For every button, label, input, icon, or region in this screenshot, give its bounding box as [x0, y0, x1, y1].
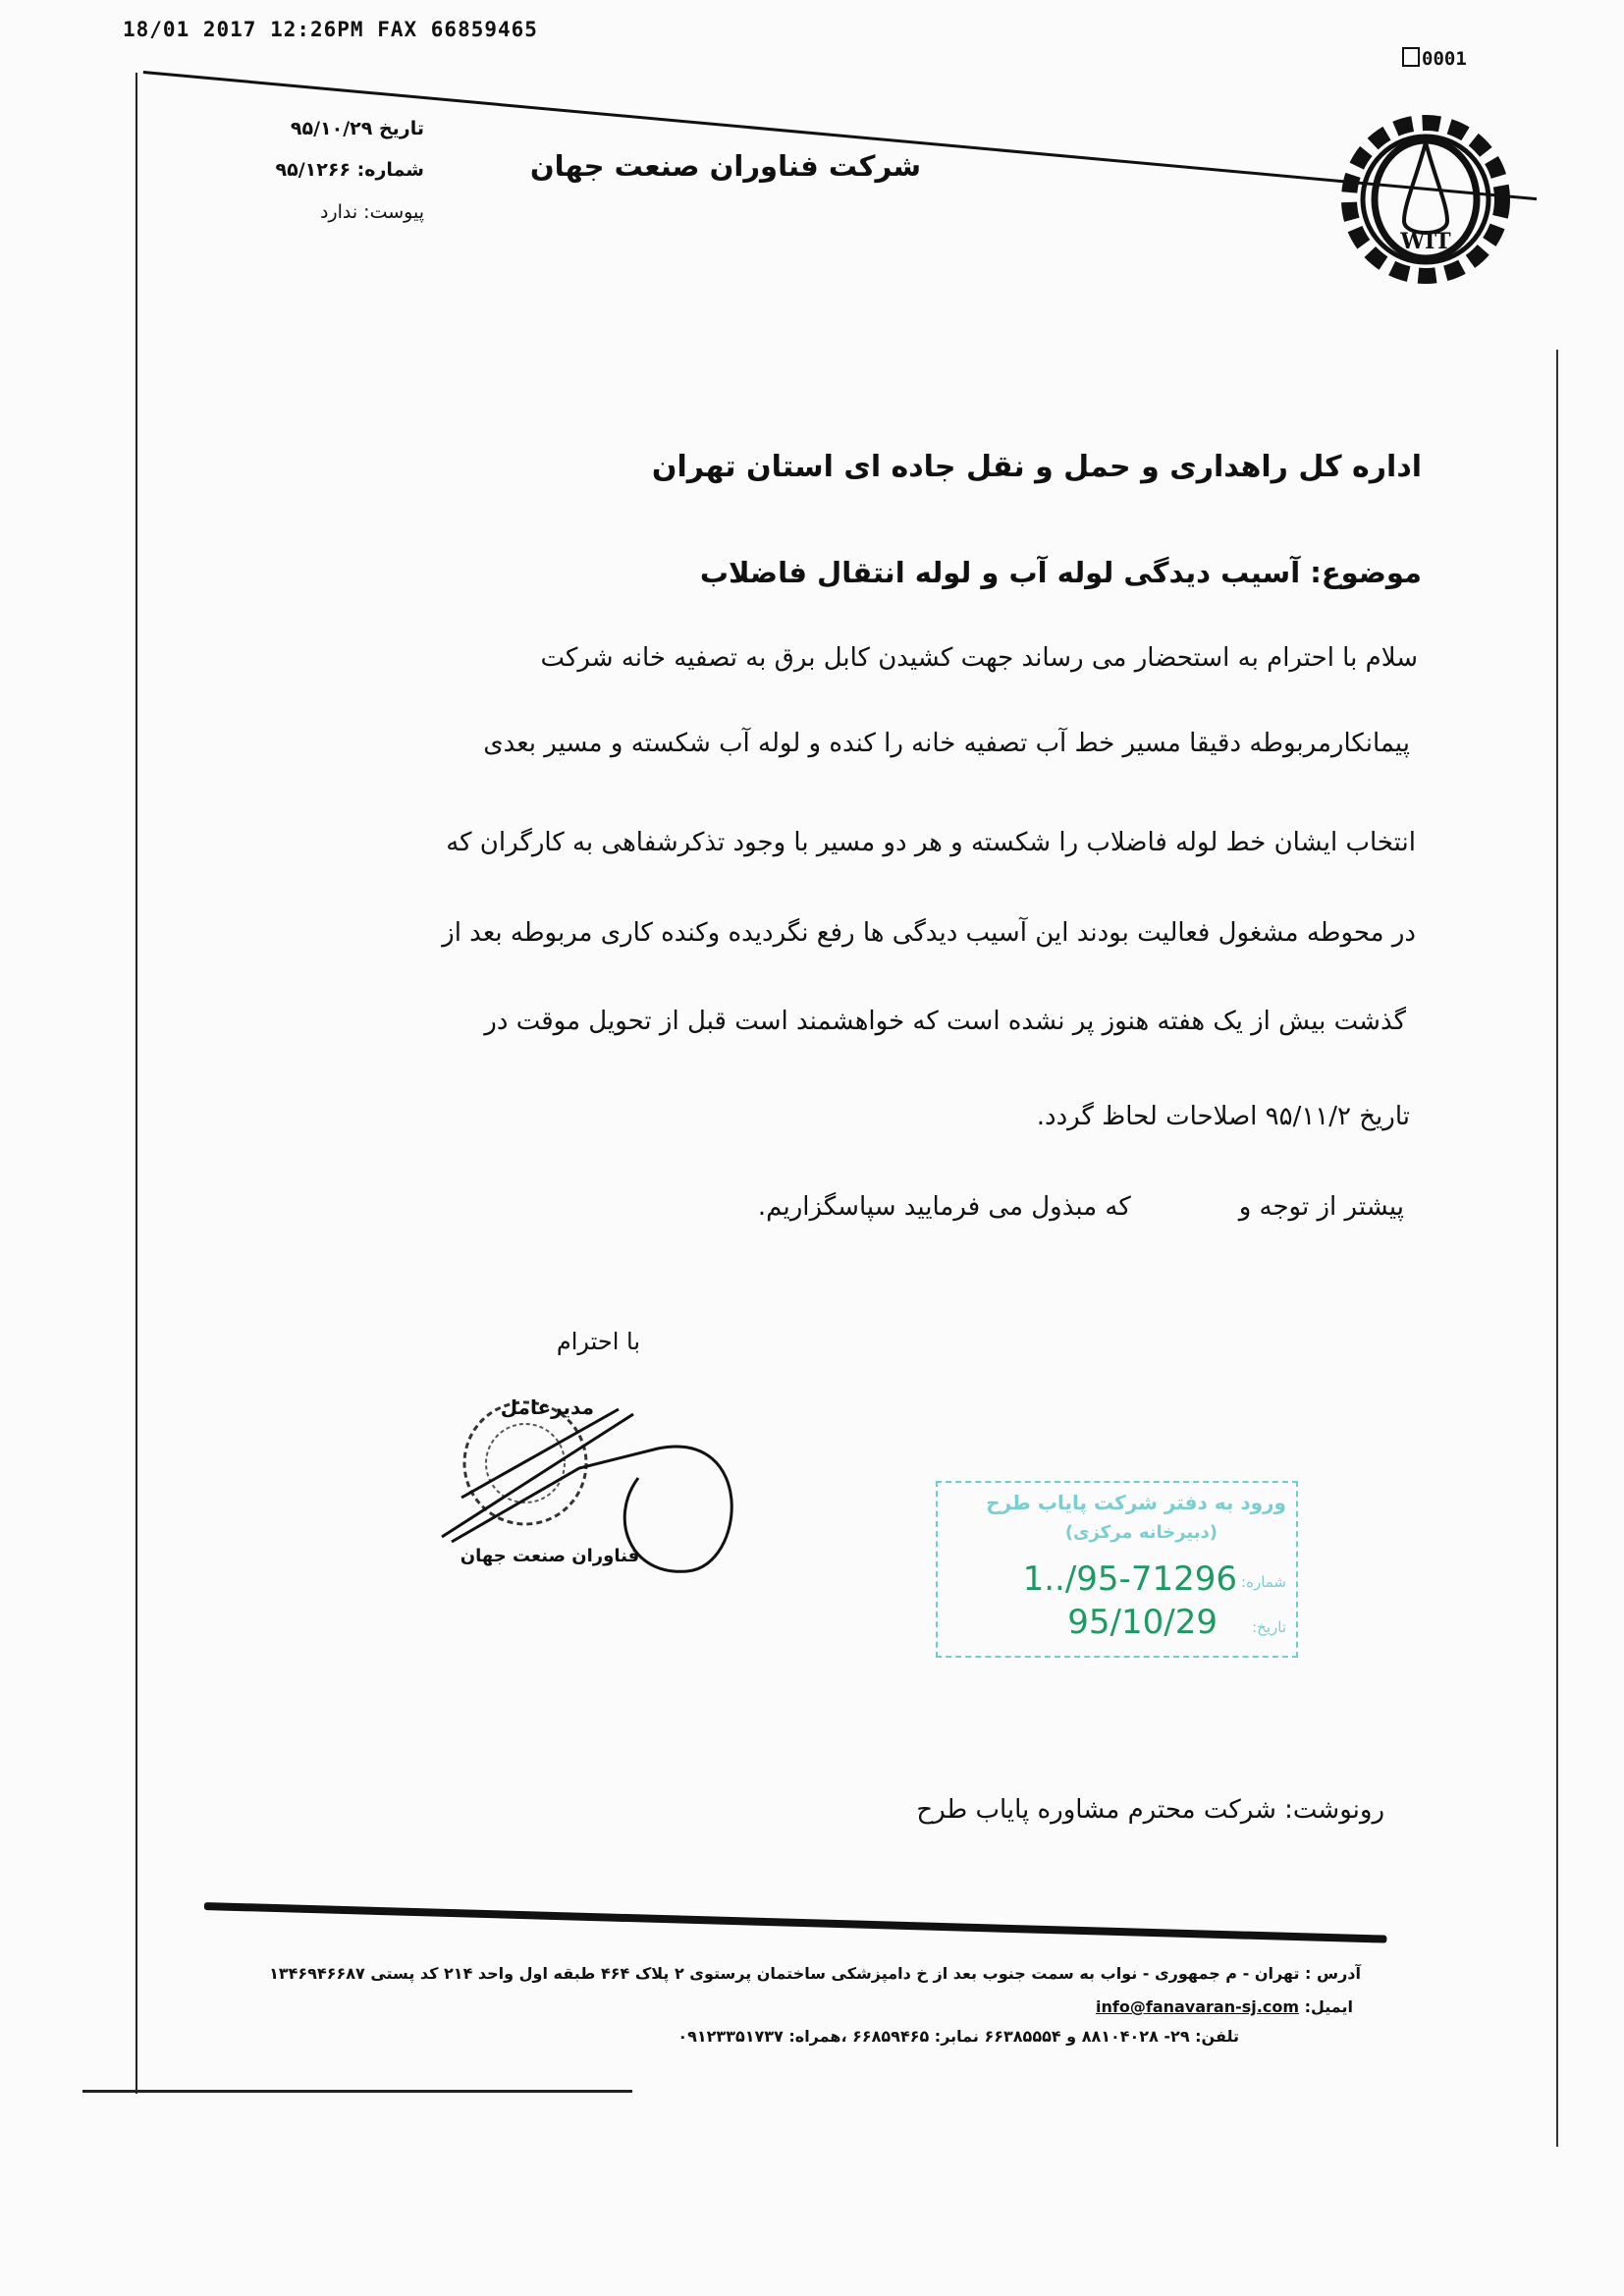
closing-part2: که مبذول می فرمایید سپاسگزاریم.	[757, 1192, 1131, 1222]
footer-address: آدرس : تهران - م جمهوری - نواب به سمت جنوب بعد از خ دامپزشکی ساختمان پرستوی ۲ پلاک ۴۶۴ طبقه اول واحد ۲۱۴ کد پستی ۱۳۴۶۹۴۶۶۸۷	[269, 1964, 1361, 1983]
footer-divider	[204, 1902, 1387, 1943]
stamp-subtitle: (دبیرخانه مرکزی)	[1064, 1522, 1218, 1543]
seal-text: فناوران صنعت جهان	[460, 1546, 640, 1566]
company-name: شرکت فناوران صنعت جهان	[529, 149, 921, 183]
subject: موضوع: آسیب دیدگی لوله آب و لوله انتقال فاضلاب	[699, 556, 1422, 589]
page-number-value: 0001	[1422, 48, 1467, 70]
closing-line	[758, 1192, 1404, 1222]
company-gear-logo	[1298, 106, 1545, 302]
frame-right-border	[1556, 350, 1558, 2147]
carbon-copy: رونوشت: شرکت محترم مشاوره پایاب طرح	[916, 1795, 1384, 1825]
received-stamp	[936, 1481, 1298, 1658]
regards: با احترام	[556, 1328, 640, 1355]
stamp-number-value: 1../95-71296	[1022, 1559, 1237, 1599]
page-number	[1402, 47, 1467, 70]
recipient: اداره کل راهداری و حمل و نقل جاده ای استان تهران	[651, 450, 1422, 484]
signature-and-seal	[432, 1370, 785, 1576]
letter-attachment: پیوست: ندارد	[319, 201, 424, 223]
stamp-date-label: تاریخ:	[1252, 1618, 1286, 1636]
stamp-number-label: شماره:	[1241, 1573, 1286, 1591]
closing-part1: پیشتر از توجه و	[1238, 1192, 1404, 1222]
frame-bottom-border	[82, 2090, 632, 2093]
frame-left-border	[135, 73, 137, 2094]
letter-date: تاریخ ۹۵/۱۰/۲۹	[290, 118, 424, 139]
body-line: در محوطه مشغول فعالیت بودند این آسیب دیدگی ها رفع نگردیده وکنده کاری مربوطه بعد از	[442, 918, 1416, 948]
body-line: گذشت بیش از یک هفته هنوز پر نشده است که خواهشمند است قبل از تحویل موقت در	[484, 1007, 1406, 1036]
body-line: سلام با احترام به استحضار می رساند جهت کشیدن کابل برق به تصفیه خانه شرکت	[540, 643, 1418, 673]
email-link[interactable]: info@fanavaran-sj.com	[1096, 1997, 1299, 2016]
body-line: پیمانکارمربوطه دقیقا مسیر خط آب تصفیه خانه را کنده و لوله آب شکسته و مسیر بعدی	[483, 729, 1410, 758]
stamp-date-value: 95/10/29	[1067, 1603, 1218, 1642]
footer-phone: تلفن: ۲۹- ۸۸۱۰۴۰۲۸ و ۶۶۳۸۵۵۵۴ نمابر: ۶۶۸۵۹۴۶۵ ،همراه: ۰۹۱۲۳۳۵۱۷۳۷	[677, 2027, 1239, 2046]
stamp-title: ورود به دفتر شرکت پایاب طرح	[986, 1491, 1286, 1514]
checkbox-icon	[1402, 47, 1420, 67]
signature-title: مدیرعامل	[500, 1395, 594, 1419]
letter-number: شماره: ۹۵/۱۲۶۶	[275, 159, 424, 181]
fax-header: 18/01 2017 12:26PM FAX 66859465	[123, 18, 538, 41]
email-label: ایمیل:	[1304, 1997, 1353, 2016]
svg-text:WIT: WIT	[1400, 229, 1451, 254]
footer-email-line	[1096, 1997, 1353, 2016]
body-line: تاریخ ۹۵/۱۱/۲ اصلاحات لحاظ گردد.	[1036, 1102, 1410, 1131]
body-line: انتخاب ایشان خط لوله فاضلاب را شکسته و هر دو مسیر با وجود تذکرشفاهی به کارگران که	[446, 828, 1416, 857]
